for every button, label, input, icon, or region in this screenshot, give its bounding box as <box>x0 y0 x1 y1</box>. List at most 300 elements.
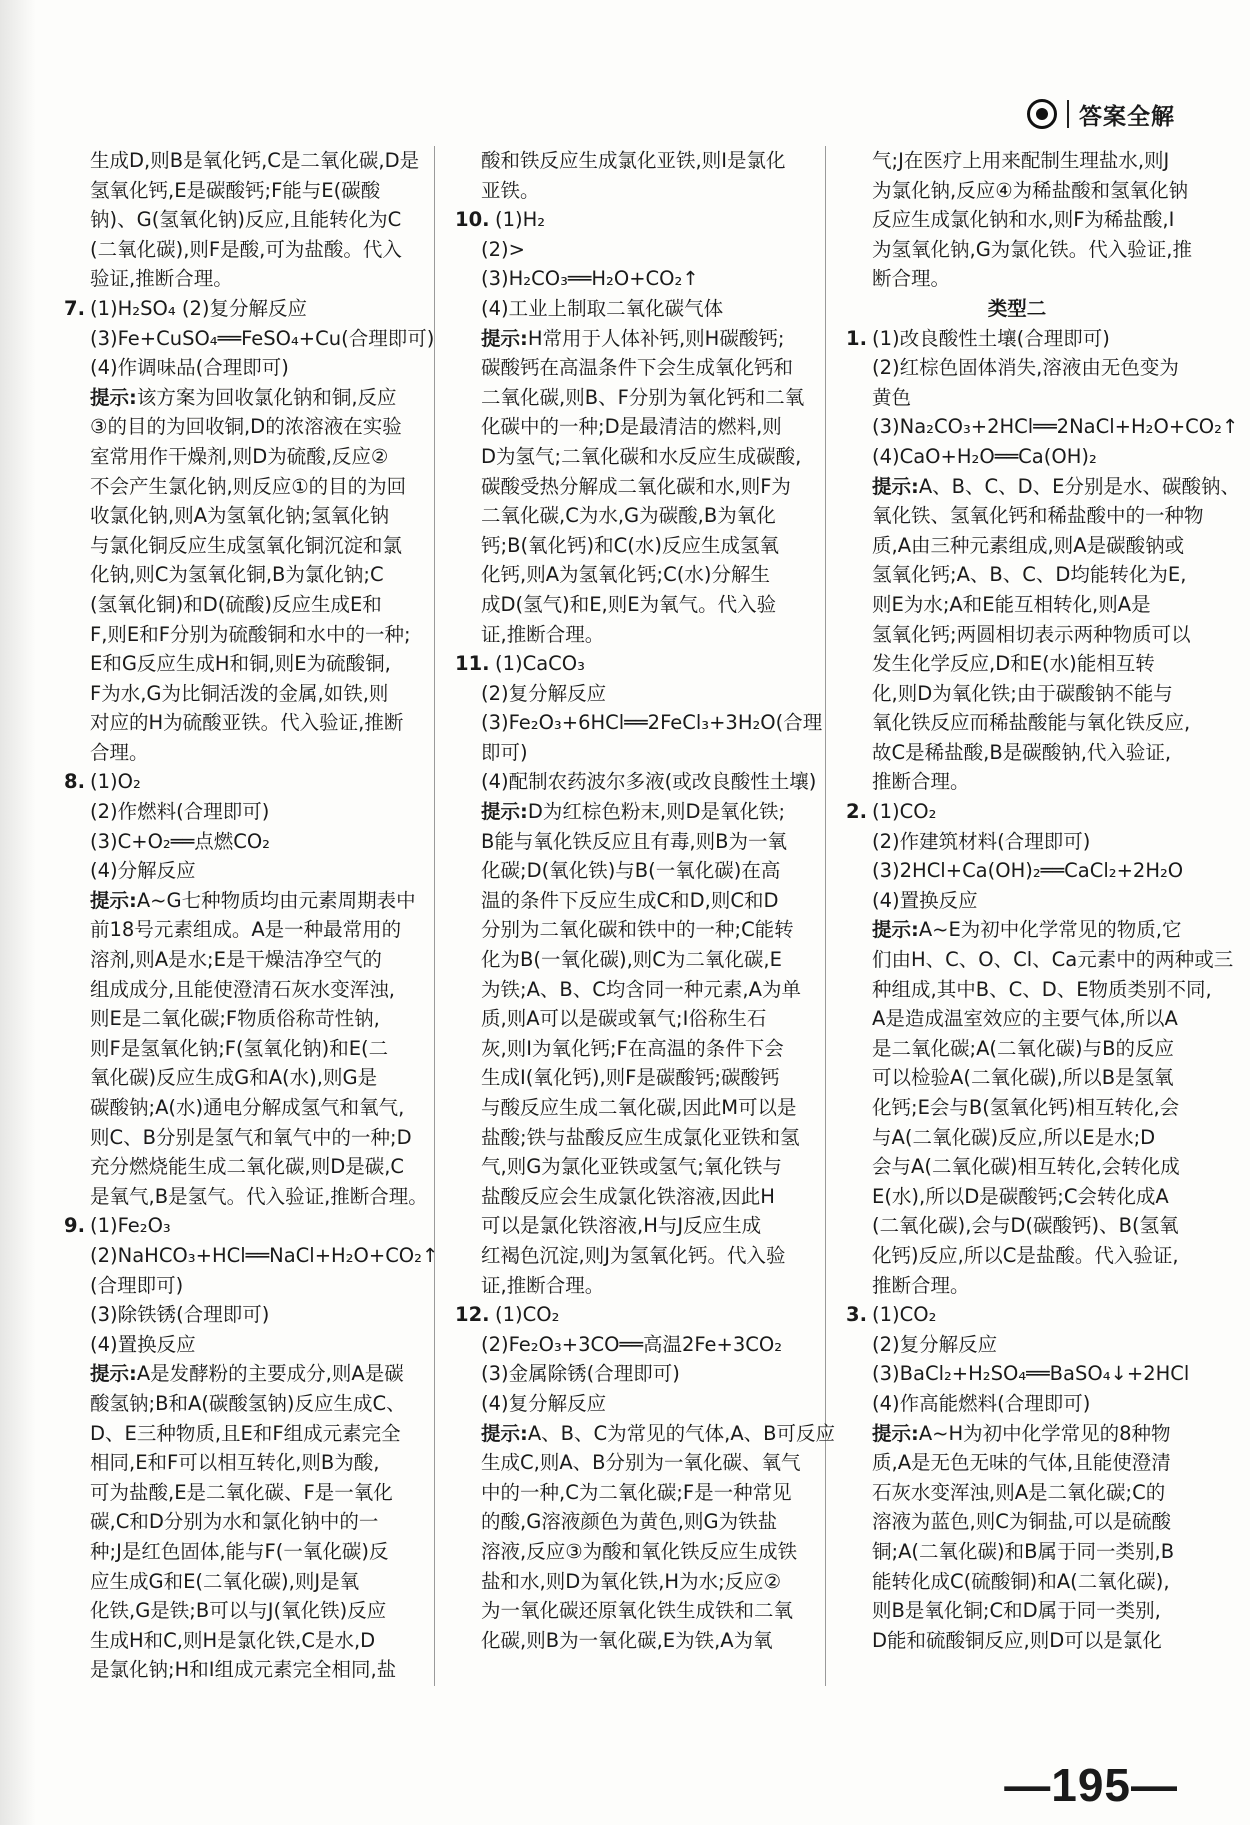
text-line <box>846 1063 1188 1093</box>
text-line <box>64 1537 406 1567</box>
hint-line <box>455 1419 836 1449</box>
line-text: (4)工业上制取二氧化碳气体 <box>481 296 724 320</box>
line-text: (1)CaCO₃ <box>495 652 585 676</box>
text-line <box>455 1567 797 1597</box>
line-text: 化钙,则A为氢氧化钙;C(水)分解生 <box>481 563 770 587</box>
text-line <box>846 1123 1188 1153</box>
text-line <box>846 945 1234 975</box>
text-line <box>846 679 1188 709</box>
text-line <box>64 442 406 472</box>
text-line <box>846 767 1188 797</box>
hint-label: 提示: <box>481 800 528 824</box>
line-text: (3)Fe₂O₃+6HCl══2FeCl₃+3H₂O(合理 <box>481 711 823 735</box>
text-line <box>455 1271 797 1301</box>
line-text: (4)配制农药波尔多液(或改良酸性土壤) <box>481 770 817 794</box>
text-line <box>455 412 797 442</box>
text-line <box>64 797 406 827</box>
line-text: 发生化学反应,D和E(水)能相互转 <box>872 652 1155 676</box>
line-text: (2)作燃料(合理即可) <box>90 800 270 824</box>
answer-column-2 <box>455 146 836 1655</box>
question-line <box>846 1300 1188 1330</box>
line-text: 生成C,则A、B分别为一氧化碳、氧气 <box>481 1451 801 1475</box>
line-text: 为一氧化碳还原氧化铁生成铁和二氧 <box>481 1599 794 1623</box>
text-line <box>455 1507 797 1537</box>
line-text: 能转化成C(硫酸铜)和A(二氧化碳), <box>872 1569 1170 1593</box>
line-text: 化为B(一氧化碳),则C为二氧化碳,E <box>481 948 782 972</box>
text-line <box>455 886 797 916</box>
line-text: 为铁;A、B、C均含同一种元素,A为单 <box>481 977 801 1001</box>
text-line <box>846 1271 1188 1301</box>
line-text: 钠)、G(氢氧化钠)反应,且能转化为C <box>90 208 402 232</box>
line-text: (2)复分解反应 <box>481 681 607 705</box>
line-text: D能和硫酸铜反应,则D可以是氯化 <box>872 1628 1162 1652</box>
text-line <box>64 1478 406 1508</box>
line-text: (3)Fe+CuSO₄══FeSO₄+Cu(合理即可) <box>90 326 435 350</box>
line-text: 二氧化碳,C为水,G为碳酸,B为氧化 <box>481 504 776 528</box>
text-line <box>846 1448 1188 1478</box>
text-line <box>64 1567 406 1597</box>
text-line <box>455 1537 797 1567</box>
text-line <box>455 975 801 1005</box>
page-header <box>1027 96 1175 132</box>
text-line <box>455 1004 797 1034</box>
text-line <box>64 264 406 294</box>
text-line <box>455 738 797 768</box>
line-text: 故C是稀盐酸,B是碳酸钠,代入验证, <box>872 740 1172 764</box>
text-line <box>846 1182 1188 1212</box>
question-line <box>846 797 1188 827</box>
line-text: 黄色 <box>872 385 912 409</box>
line-text: 气,则G为氯化亚铁或氢气;氧化铁与 <box>481 1155 782 1179</box>
text-line <box>64 205 406 235</box>
text-line <box>455 560 797 590</box>
hint-label: 提示: <box>90 888 137 912</box>
text-line <box>64 649 406 679</box>
line-text: (3)金属除锈(合理即可) <box>481 1362 680 1386</box>
line-text: 盐和水,则D为氧化铁,H为水;反应② <box>481 1569 782 1593</box>
line-text: 化钙)反应,所以C是盐酸。代入验证, <box>872 1243 1179 1267</box>
line-text: 则C、B分别是氢气和氧气中的一种;D <box>90 1125 412 1149</box>
text-line <box>64 945 406 975</box>
text-line <box>64 1093 406 1123</box>
line-text: (2)> <box>481 237 525 261</box>
text-line <box>455 827 797 857</box>
text-line <box>846 827 1188 857</box>
text-line <box>455 1211 797 1241</box>
line-text: 温的条件下反应生成C和D,则C和D <box>481 888 779 912</box>
question-number: 7. <box>64 296 85 320</box>
line-text: 组成成分,且能使澄清石灰水变浑浊, <box>90 977 395 1001</box>
line-text: 质,A是无色无味的气体,且能使澄清 <box>872 1451 1171 1475</box>
text-line <box>846 649 1188 679</box>
hint-label: 提示: <box>90 385 137 409</box>
line-text: 种组成,其中B、C、D、E物质类别不同, <box>872 977 1212 1001</box>
header-title: 答案全解 <box>1079 103 1175 130</box>
line-text: 中的一种,C为二氧化碳;F是一种常见 <box>481 1480 792 1504</box>
line-text: (二氧化碳),会与D(碳酸钙)、B(氢氧 <box>872 1214 1179 1238</box>
text-line <box>455 1626 797 1656</box>
text-line <box>846 383 1188 413</box>
line-text: (1)O₂ <box>90 770 141 794</box>
text-line <box>64 560 406 590</box>
line-text: D、E三种物质,且E和F组成元素完全 <box>90 1421 401 1445</box>
question-number: 11. <box>455 652 490 676</box>
text-line <box>64 679 406 709</box>
text-line <box>64 146 420 176</box>
line-text: (2)Fe₂O₃+3CO══高温2Fe+3CO₂ <box>481 1332 783 1356</box>
hint-line <box>846 1419 1188 1449</box>
line-text: 碳酸受热分解成二氧化碳和水,则F为 <box>481 474 791 498</box>
line-text: 成D(氢气)和E,则E为氧气。代入验 <box>481 592 777 616</box>
line-text: 证,推断合理。 <box>481 622 605 646</box>
line-text: 酸和铁反应生成氯化亚铁,则I是氯化 <box>481 149 786 172</box>
line-text: (3)H₂CO₃══H₂O+CO₂↑ <box>481 267 699 291</box>
line-text: E(水),所以D是碳酸钙;C会转化成A <box>872 1184 1169 1208</box>
text-line <box>846 205 1188 235</box>
line-text: 反应生成氯化钠和水,则F为稀盐酸,I <box>872 208 1175 232</box>
line-text: 二氧化碳,则B、F分别为氧化钙和二氧 <box>481 385 805 409</box>
text-line <box>846 1389 1188 1419</box>
line-text: 可以检验A(二氧化碳),所以B是氢氧 <box>872 1066 1174 1090</box>
question-line <box>455 205 797 235</box>
line-text: (氢氧化铜)和D(硫酸)反应生成E和 <box>90 592 382 616</box>
line-text: 充分燃烧能生成二氧化碳,则D是碳,C <box>90 1155 405 1179</box>
hint-line <box>846 472 1240 502</box>
text-line <box>64 915 406 945</box>
line-text: 相同,E和F可以相互转化,则B为酸, <box>90 1451 380 1475</box>
page-edge-shadow <box>0 0 36 1825</box>
text-line <box>455 1152 797 1182</box>
text-line <box>64 1241 439 1271</box>
text-line <box>455 353 797 383</box>
line-text: 不会产生氯化钠,则反应①的目的为回 <box>90 474 407 498</box>
line-text: (二氧化碳),则F是酸,可为盐酸。代入 <box>90 237 402 261</box>
text-line <box>64 1300 406 1330</box>
text-line <box>455 1448 801 1478</box>
line-text: ③的目的为回收铜,D的浓溶液在实验 <box>90 415 402 439</box>
column-divider <box>825 146 826 1686</box>
line-text: (2)红棕色固体消失,溶液由无色变为 <box>872 356 1179 380</box>
text-line <box>455 176 797 206</box>
text-line <box>455 1389 797 1419</box>
line-text: 的酸,G溶液颜色为黄色,则G为铁盐 <box>481 1510 778 1534</box>
line-text: 灰,则I为氧化钙;F在高温的条件下会 <box>481 1036 784 1060</box>
line-text: (合理即可) <box>90 1273 184 1297</box>
text-line <box>455 1093 797 1123</box>
line-text: 对应的H为硫酸亚铁。代入验证,推断 <box>90 711 404 735</box>
text-line <box>64 1596 406 1626</box>
line-text: 生成I(氧化钙),则F是碳酸钙;碳酸钙 <box>481 1066 780 1090</box>
hint-label: 提示: <box>872 918 919 942</box>
line-text: (4)置换反应 <box>872 888 978 912</box>
line-text: 化碳;D(氧化铁)与B(一氧化碳)在高 <box>481 859 781 883</box>
text-line <box>846 1093 1188 1123</box>
line-text: 合理。 <box>90 740 149 764</box>
line-text: 碳酸钙在高温条件下会生成氧化钙和 <box>481 356 794 380</box>
line-text: 该方案为回收氯化钠和铜,反应 <box>136 385 397 409</box>
text-line <box>455 1359 797 1389</box>
text-line <box>455 442 802 472</box>
hint-line <box>455 797 797 827</box>
logo-icon <box>1027 99 1057 129</box>
hint-label: 提示: <box>872 474 919 498</box>
text-line <box>455 472 797 502</box>
text-line <box>846 412 1239 442</box>
text-line <box>64 235 406 265</box>
line-text: 们由H、C、O、Cl、Ca元素中的两种或三 <box>872 948 1234 972</box>
line-text: 则E为水;A和E能互相转化,则A是 <box>872 592 1151 616</box>
text-line <box>846 975 1212 1005</box>
text-line <box>455 501 797 531</box>
text-line <box>455 679 797 709</box>
line-text: (1)改良酸性土壤(合理即可) <box>872 326 1110 350</box>
text-line <box>64 738 406 768</box>
text-line <box>846 1034 1188 1064</box>
line-text: 氢氧化钙;A、B、C、D均能转化为E, <box>872 563 1187 587</box>
text-line <box>846 590 1188 620</box>
text-line <box>846 1241 1188 1271</box>
line-text: 收氯化钠,则A为氢氧化钠;氢氧化钠 <box>90 504 390 528</box>
hint-line <box>846 915 1188 945</box>
line-text: F为水,G为比铜活泼的金属,如铁,则 <box>90 681 389 705</box>
section-heading <box>846 294 1188 324</box>
text-line <box>455 1596 797 1626</box>
line-text: (1)H₂ <box>495 208 546 232</box>
text-line <box>455 235 797 265</box>
line-text: 化钠,则C为氢氧化铜,B为氯化钠;C <box>90 563 384 587</box>
line-text: 应生成G和E(二氧化碳),则J是氧 <box>90 1569 360 1593</box>
line-text: 红褐色沉淀,则J为氢氧化钙。代入验 <box>481 1243 786 1267</box>
text-line <box>846 1596 1188 1626</box>
line-text: 溶剂,则A是水;E是干燥洁净空气的 <box>90 948 382 972</box>
text-line <box>64 176 406 206</box>
line-text: (4)置换反应 <box>90 1332 196 1356</box>
line-text: 室常用作干燥剂,则D为硫酸,反应② <box>90 444 389 468</box>
text-line <box>846 738 1188 768</box>
text-line <box>64 501 406 531</box>
line-text: 与A(二氧化碳)反应,所以E是水;D <box>872 1125 1156 1149</box>
text-line <box>455 856 797 886</box>
text-line <box>64 1507 406 1537</box>
line-text: B能与氧化铁反应且有毒,则B为一氧 <box>481 829 787 853</box>
line-text: 则B是氧化铜;C和D属于同一类别, <box>872 1599 1161 1623</box>
line-text: (3)C+O₂══点燃CO₂ <box>90 829 271 853</box>
text-line <box>846 146 1188 176</box>
line-text: (3)除铁锈(合理即可) <box>90 1303 270 1327</box>
line-text: 则E是二氧化碳;F物质俗称苛性钠, <box>90 1007 380 1031</box>
text-line <box>64 708 406 738</box>
text-line <box>455 1330 797 1360</box>
page-number: —195— <box>1004 1759 1178 1811</box>
question-line <box>455 1300 797 1330</box>
text-line <box>64 412 406 442</box>
text-line <box>846 1330 1188 1360</box>
line-text: 化钙;E会与B(氢氧化钙)相互转化,会 <box>872 1096 1180 1119</box>
text-line <box>846 620 1191 650</box>
text-line <box>455 708 823 738</box>
line-text: (1)Fe₂O₃ <box>90 1214 171 1238</box>
text-line <box>64 1448 406 1478</box>
line-text: 推断合理。 <box>872 770 970 794</box>
line-text: (4)作调味品(合理即可) <box>90 356 289 380</box>
line-text: 化铁,G是铁;B可以与J(氧化铁)反应 <box>90 1599 387 1623</box>
text-line <box>64 1271 406 1301</box>
line-text: (3)Na₂CO₃+2HCl══2NaCl+H₂O+CO₂↑ <box>872 415 1239 439</box>
hint-line <box>64 1359 406 1389</box>
text-line <box>455 383 805 413</box>
line-text: 生成H和C,则H是氯化铁,C是水,D <box>90 1628 376 1652</box>
line-text: (4)复分解反应 <box>481 1391 607 1415</box>
line-text: 即可) <box>481 740 528 764</box>
line-text: 石灰水变浑浊,则A是二氧化碳;C的 <box>872 1480 1166 1504</box>
line-text: (4)分解反应 <box>90 859 196 883</box>
question-line <box>64 294 406 324</box>
text-line <box>455 767 817 797</box>
line-text: 质,则A可以是碳或氧气;I俗称生石 <box>481 1007 767 1031</box>
line-text: D为氢气;二氧化碳和水反应生成碳酸, <box>481 444 802 468</box>
hint-label: 提示: <box>481 326 528 350</box>
line-text: A是造成温室效应的主要气体,所以A <box>872 1007 1178 1031</box>
text-line <box>846 1567 1188 1597</box>
question-number: 2. <box>846 800 867 824</box>
line-text: 氧化碳)反应生成G和A(水),则G是 <box>90 1066 378 1090</box>
line-text: 化碳中的一种;D是最清洁的燃料,则 <box>481 415 782 439</box>
line-text: 碳酸钠;A(水)通电分解成氢气和氧气, <box>90 1096 405 1119</box>
text-line <box>846 264 1188 294</box>
text-line <box>846 1537 1188 1567</box>
text-line <box>455 1478 797 1508</box>
hint-line <box>64 383 406 413</box>
text-line <box>846 353 1188 383</box>
line-text: 证,推断合理。 <box>481 1273 605 1297</box>
question-line <box>64 767 406 797</box>
line-text: 会与A(二氧化碳)相互转化,会转化成 <box>872 1155 1180 1179</box>
text-line <box>64 1655 406 1685</box>
text-line <box>64 1419 406 1449</box>
line-text: 是氯化钠;H和I组成元素完全相同,盐 <box>90 1658 397 1682</box>
line-text: 为氯化钠,反应④为稀盐酸和氢氧化钠 <box>872 178 1189 202</box>
text-line <box>64 1034 406 1064</box>
line-text: A~H为初中化学常见的8种物 <box>918 1421 1171 1445</box>
text-line <box>64 1626 406 1656</box>
line-text: (1)H₂SO₄ (2)复分解反应 <box>90 296 307 320</box>
line-text: 铜;A(二氧化碳)和B属于同一类别,B <box>872 1539 1175 1563</box>
text-line <box>64 324 435 354</box>
text-line <box>846 1211 1188 1241</box>
hint-label: 提示: <box>90 1362 137 1386</box>
line-text: 氢氧化钙,E是碳酸钙;F能与E(碳酸 <box>90 178 381 202</box>
text-line <box>64 1152 406 1182</box>
line-text: 盐酸反应会生成氯化铁溶液,因此H <box>481 1184 775 1208</box>
line-text: 氢氧化钙;两圆相切表示两种物质可以 <box>872 622 1191 646</box>
text-line <box>455 531 797 561</box>
hint-label: 提示: <box>872 1421 919 1445</box>
line-text: D为红棕色粉末,则D是氧化铁; <box>527 800 786 824</box>
text-line <box>846 708 1191 738</box>
text-line <box>846 1478 1188 1508</box>
text-line <box>64 1063 406 1093</box>
text-line <box>455 1034 797 1064</box>
text-line <box>64 856 406 886</box>
question-number: 3. <box>846 1303 867 1327</box>
line-text: 与氯化铜反应生成氢氧化铜沉淀和氯 <box>90 533 403 557</box>
text-line <box>64 531 406 561</box>
line-text: A、B、C、D、E分别是水、碳酸钠、 <box>918 474 1240 498</box>
text-line <box>64 590 406 620</box>
hint-line <box>64 886 416 916</box>
text-line <box>846 856 1188 886</box>
line-text: (4)作高能燃料(合理即可) <box>872 1391 1091 1415</box>
text-line <box>64 1182 428 1212</box>
text-line <box>455 915 797 945</box>
text-line <box>846 1152 1188 1182</box>
text-line <box>846 531 1188 561</box>
text-line <box>455 1182 797 1212</box>
line-text: (1)CO₂ <box>495 1303 560 1327</box>
text-line <box>455 264 797 294</box>
text-line <box>455 1063 797 1093</box>
line-text: 碳,C和D分别为水和氯化钠中的一 <box>90 1510 379 1534</box>
hint-line <box>455 324 797 354</box>
answer-column-1 <box>64 146 439 1685</box>
line-text: (3)BaCl₂+H₂SO₄══BaSO₄↓+2HCl <box>872 1362 1190 1386</box>
text-line <box>455 945 797 975</box>
text-line <box>846 235 1193 265</box>
text-line <box>64 1389 406 1419</box>
line-text: 为氢氧化钠,G为氯化铁。代入验证,推 <box>872 237 1193 261</box>
question-number: 10. <box>455 208 490 232</box>
question-number: 12. <box>455 1303 490 1327</box>
line-text: (4)CaO+H₂O══Ca(OH)₂ <box>872 444 1097 468</box>
line-text: A、B、C为常见的气体,A、B可反应 <box>527 1421 836 1445</box>
line-text: (2)作建筑材料(合理即可) <box>872 829 1091 853</box>
section-heading-text: 类型二 <box>987 296 1047 320</box>
line-text: (1)CO₂ <box>872 1303 937 1327</box>
line-text: E和G反应生成H和铜,则E为硫酸铜, <box>90 652 391 676</box>
text-line <box>455 590 797 620</box>
line-text: 则F是氢氧化钠;F(氢氧化钠)和E(二 <box>90 1036 389 1060</box>
text-line <box>64 1330 406 1360</box>
line-text: 可为盐酸,E是二氧化碳、F是一氧化 <box>90 1480 393 1504</box>
line-text: 推断合理。 <box>872 1273 970 1297</box>
text-line <box>64 1004 406 1034</box>
line-text: 亚铁。 <box>481 178 540 202</box>
line-text: F,则E和F分别为硫酸铜和水中的一种; <box>90 622 411 646</box>
question-number: 8. <box>64 770 85 794</box>
question-line <box>846 324 1188 354</box>
text-line <box>64 353 406 383</box>
line-text: 化,则D为氧化铁;由于碳酸钠不能与 <box>872 681 1173 705</box>
line-text: 可以是氯化铁溶液,H与J反应生成 <box>481 1214 762 1238</box>
line-text: (2)复分解反应 <box>872 1332 998 1356</box>
line-text: A是发酵粉的主要成分,则A是碳 <box>136 1362 404 1386</box>
line-text: 生成D,则B是氧化钙,C是二氧化碳,D是 <box>90 149 420 172</box>
text-line <box>846 886 1188 916</box>
text-line <box>846 1359 1188 1389</box>
line-text: 断合理。 <box>872 267 951 291</box>
question-number: 1. <box>846 326 867 350</box>
line-text: 酸氢钠;B和A(碳酸氢钠)反应生成C、 <box>90 1391 406 1415</box>
question-line <box>455 649 797 679</box>
line-text: 与酸反应生成二氧化碳,因此M可以是 <box>481 1096 797 1119</box>
text-line <box>64 975 406 1005</box>
text-line <box>455 146 797 176</box>
line-text: 溶液为蓝色,则C为铜盐,可以是硫酸 <box>872 1510 1172 1534</box>
text-line <box>455 620 797 650</box>
line-text: 质,A由三种元素组成,则A是碳酸钠或 <box>872 533 1185 557</box>
text-line <box>455 294 797 324</box>
header-divider <box>1067 100 1069 128</box>
